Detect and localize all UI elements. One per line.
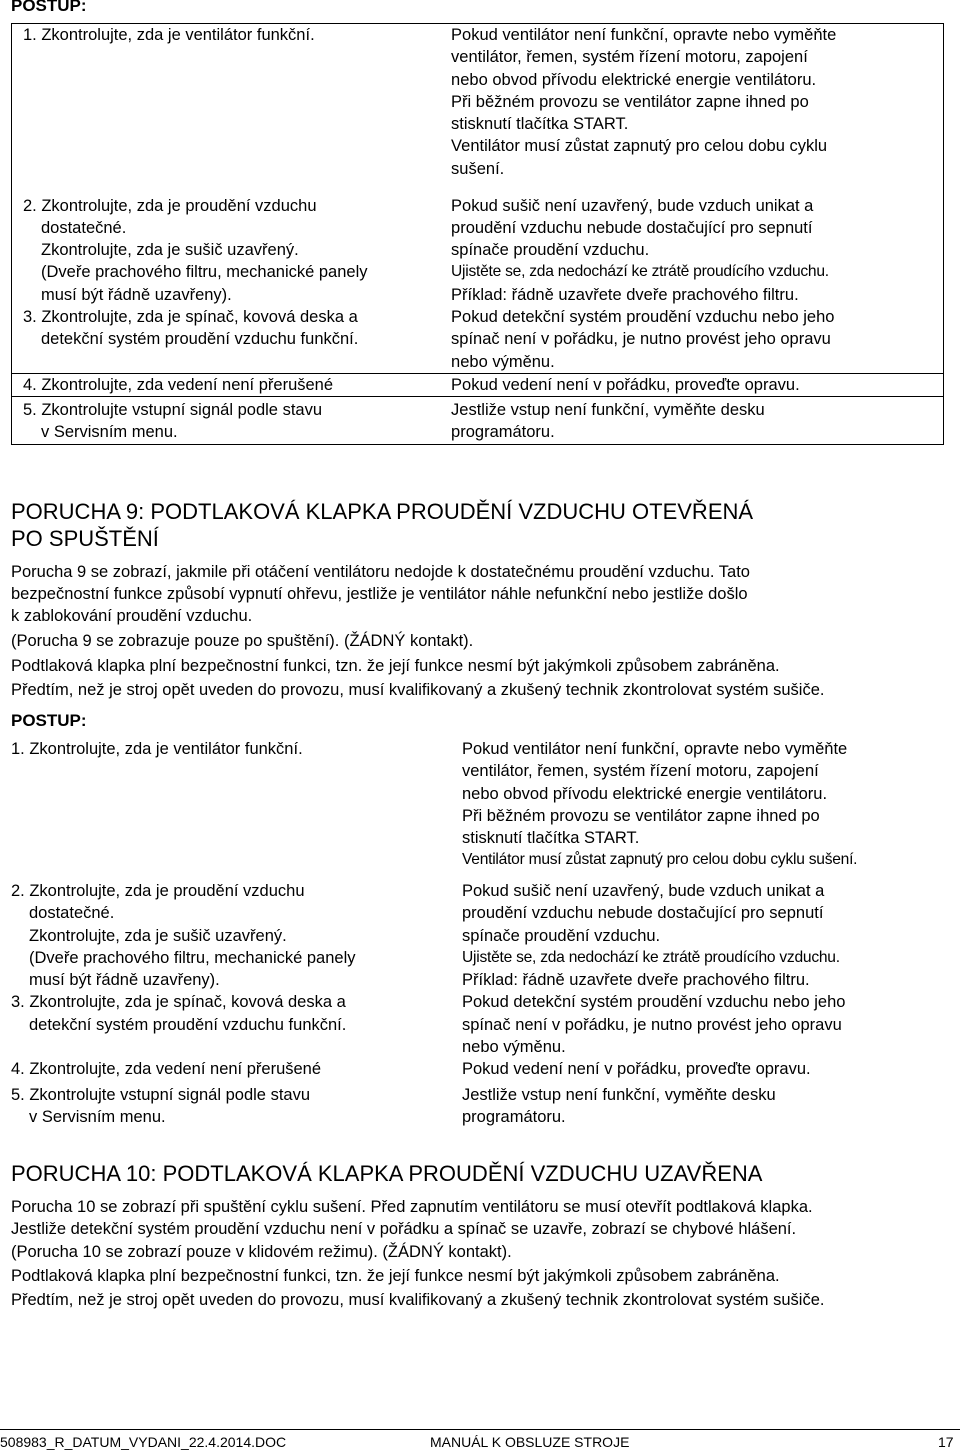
step-2-check: 2. Zkontrolujte, zda je proudění vzduchu dostatečné. Zkontrolujte, zda je sušič uzavřený. (Dveře prachového filtru, mechanické panely musí být řádně uzavřeny). xyxy=(11,882,356,990)
step-5-check: 5. Zkontrolujte vstupní signál podle stavu v Servisním menu. xyxy=(23,401,323,442)
table-row xyxy=(12,24,944,195)
table-row xyxy=(11,991,944,1058)
procedure-table-fault9 xyxy=(11,738,944,1128)
table-row xyxy=(11,1081,944,1129)
table-row xyxy=(12,195,944,306)
fault10-title: PORUCHA 10: PODTLAKOVÁ KLAPKA PROUDĚNÍ VZDUCHU UZAVŘENA xyxy=(11,1161,763,1186)
procedure-table-top xyxy=(11,23,944,445)
footer-rule xyxy=(0,1429,960,1430)
postup-heading-fault9: POSTUP: xyxy=(11,711,87,730)
footer-page-number: 17 xyxy=(938,1434,954,1450)
step-2-action: Pokud sušič není uzavřený, bude vzduch unikat a proudění vzduchu nebude dostačující pro sepnutí spínače proudění vzduchu. Ujistěte se, zda nedochází ke ztrátě proudícího vzduchu. Příklad: řádně uzavřete dveře prachového filtru. xyxy=(451,196,829,304)
step-5-check: 5. Zkontrolujte vstupní signál podle stavu v Servisním menu. xyxy=(11,1085,311,1126)
step-3-action: Pokud detekční systém proudění vzduchu nebo jeho spínač není v pořádku, je nutno provést jeho opravu nebo výměnu. xyxy=(451,307,835,371)
step-1-action: Pokud ventilátor není funkční, opravte nebo vyměňte ventilátor, řemen, systém řízení motoru, zapojení nebo obvod přívodu elektrické energie ventilátoru. Při běžném provozu se ventilátor zapne ihned po stisknutí tlačítka START. Ventilátor musí zůstat zapnutý pro celou dobu cyklu sušení. xyxy=(462,740,858,869)
fault9-description: Porucha 9 se zobrazí, jakmile při otáčení ventilátoru nedojde k dostatečnému proudění vzduchu. Tato bezpečnostní funkce způsobí vypnutí ohřevu, jestliže je ventilátor náhle nefunkční nebo jestliže došlo k zablokování proudění vzduchu. (Porucha 9 se zobrazuje pouze po spuštění). (ŽÁDNÝ kontakt). Podtlaková klapka plní bezpečnostní funkci, tzn. že její funkce nesmí být jakýmkoli způsobem zabráněna. Předtím, než je stroj opět uveden do provozu, musí kvalifikovaný a zkušený technik zkontrolovat systém sušiče. xyxy=(11,563,825,699)
table-row xyxy=(12,373,944,396)
fault9-title-line2: PO SPUŠTĚNÍ xyxy=(11,526,159,551)
step-3-check: 3. Zkontrolujte, zda je spínač, kovová deska a detekční systém proudění vzduchu funkční. xyxy=(23,307,359,349)
step-5-action: Jestliže vstup není funkční, vyměňte desku programátoru. xyxy=(462,1085,776,1126)
step-4-check: 4. Zkontrolujte, zda vedení není přerušené xyxy=(11,1060,322,1079)
footer-document-name: 508983_R_DATUM_VYDANI_22.4.2014.DOC xyxy=(0,1434,287,1450)
step-2-check: 2. Zkontrolujte, zda je proudění vzduchu dostatečné. Zkontrolujte, zda je sušič uzavřený. (Dveře prachového filtru, mechanické panely musí být řádně uzavřeny). xyxy=(23,196,368,304)
table-row xyxy=(11,1058,944,1080)
step-4-check: 4. Zkontrolujte, zda vedení není přerušené xyxy=(23,375,334,394)
fault10-description: Porucha 10 se zobrazí při spuštění cyklu sušení. Před zapnutím ventilátoru se musí otevřít podtlaková klapka. Jestliže detekční systém proudění vzduchu není v pořádku a spínač se uzavře, zobrazí se chybové hlášení. (Porucha 10 se zobrazí pouze v klidovém režimu). (ŽÁDNÝ kontakt). Podtlaková klapka plní bezpečnostní funkci, tzn. že její funkce nesmí být jakýmkoli způsobem zabráněna. Předtím, než je stroj opět uveden do provozu, musí kvalifikovaný a zkušený technik zkontrolovat systém sušiče. xyxy=(11,1198,825,1309)
step-4-action: Pokud vedení není v pořádku, proveďte opravu. xyxy=(462,1060,811,1079)
fault9-title-line1: PORUCHA 9: PODTLAKOVÁ KLAPKA PROUDĚNÍ VZDUCHU OTEVŘENÁ xyxy=(11,499,754,524)
step-3-action: Pokud detekční systém proudění vzduchu nebo jeho spínač není v pořádku, je nutno provést jeho opravu nebo výměnu. xyxy=(462,993,846,1057)
step-5-action: Jestliže vstup není funkční, vyměňte desku programátoru. xyxy=(451,401,765,442)
postup-heading-top: POSTUP: xyxy=(11,0,87,15)
step-2-action: Pokud sušič není uzavřený, bude vzduch unikat a proudění vzduchu nebude dostačující pro sepnutí spínače proudění vzduchu. Ujistěte se, zda nedochází ke ztrátě proudícího vzduchu. Příklad: řádně uzavřete dveře prachového filtru. xyxy=(462,882,840,990)
footer-manual-title: MANUÁL K OBSLUZE STROJE xyxy=(430,1434,630,1450)
step-4-action: Pokud vedení není v pořádku, proveďte opravu. xyxy=(451,375,800,394)
step-1-check: 1. Zkontrolujte, zda je ventilátor funkční. xyxy=(11,740,303,758)
table-row xyxy=(11,738,944,880)
step-1-check: 1. Zkontrolujte, zda je ventilátor funkční. xyxy=(23,26,315,44)
table-row xyxy=(12,397,944,445)
table-row xyxy=(12,306,944,373)
step-1-action: Pokud ventilátor není funkční, opravte nebo vyměňte ventilátor, řemen, systém řízení motoru, zapojení nebo obvod přívodu elektrické energie ventilátoru. Při běžném provozu se ventilátor zapne ihned po stisknutí tlačítka START. Ventilátor musí zůstat zapnutý pro celou dobu cyklu sušení. xyxy=(451,26,837,178)
table-row xyxy=(11,880,944,991)
step-3-check: 3. Zkontrolujte, zda je spínač, kovová deska a detekční systém proudění vzduchu funkční. xyxy=(11,993,347,1034)
